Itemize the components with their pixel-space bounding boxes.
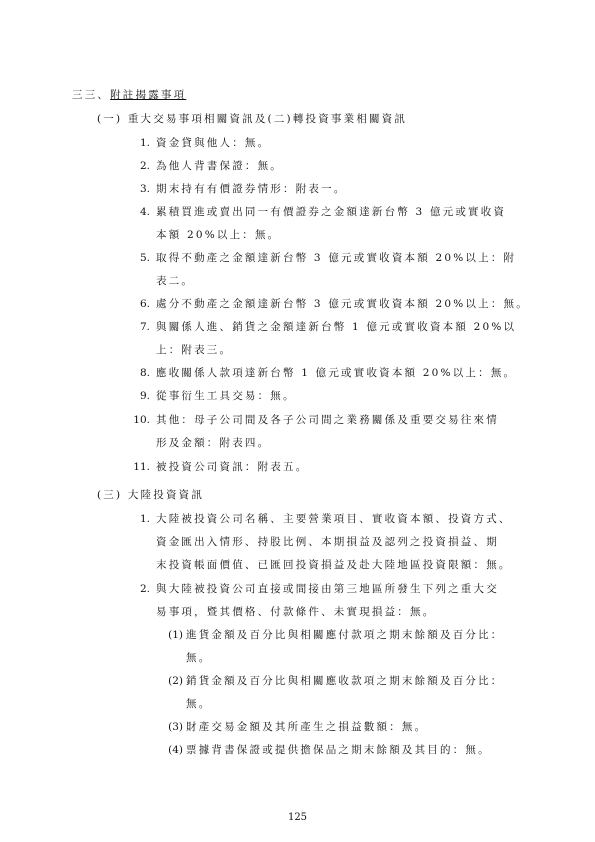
subsection-3-heading — [97, 488, 204, 502]
list-item-text-line: 其他：母子公司間及各子公司間之業務關係及重要交易往來情 — [156, 414, 499, 426]
list-item-text-line: 形及金額：附表四。 — [156, 437, 271, 449]
list-item-number: 1. — [139, 137, 150, 149]
list-item-text-line: 末投資帳面價值、已匯回投資損益及赴大陸地區投資限額：無。 — [156, 559, 512, 571]
list-item-number: 4. — [139, 206, 150, 218]
list-item-text-line: 為他人背書保證：無。 — [156, 160, 283, 172]
list-item-text-line: 取得不動產之金額達新台幣 3 億元或實收資本額 20%以上：附 — [156, 252, 517, 264]
subsection-3-marker: (三) — [97, 489, 123, 501]
list-item-number: (1) — [168, 629, 183, 641]
list-item-number: 11. — [133, 461, 150, 473]
list-item-text-line: 應收關係人款項達新台幣 1 億元或實收資本額 20%以上：無。 — [156, 367, 517, 379]
list-item-text-line: 資金匯出入情形、持股比例、本期損益及認列之投資損益、期 — [156, 536, 499, 548]
list-item-text-line: 被投資公司資訊：附表五。 — [156, 461, 309, 473]
list-item-text-line: 進貨金額及百分比與相關應付款項之期末餘額及百分比： — [186, 629, 504, 641]
list-item-number: 9. — [139, 390, 150, 402]
page-number: 125 — [287, 812, 308, 823]
list-item-number: 8. — [139, 367, 150, 379]
list-item-text-line: 本額 20%以上：無。 — [156, 229, 281, 241]
section-prefix: 三三、 — [72, 89, 111, 101]
list-item-number: 10. — [133, 414, 150, 426]
list-item-number: 6. — [139, 298, 150, 310]
subsection-1-title: 重大交易事項相關資訊及(二)轉投資事業相關資訊 — [127, 113, 408, 125]
list-item-number: (3) — [168, 721, 183, 733]
list-item-text-line: 易事項，暨其價格、付款條件、未實現損益：無。 — [156, 606, 436, 618]
section-heading — [72, 88, 186, 102]
list-item-number: 3. — [139, 183, 150, 195]
list-item-text-line: 從事衍生工具交易：無。 — [156, 390, 296, 402]
list-item-text-line: 上：附表三。 — [156, 344, 233, 356]
list-item-number: 5. — [139, 252, 150, 264]
list-item-text-line: 與關係人進、銷貨之金額達新台幣 1 億元或實收資本額 20%以 — [156, 321, 517, 333]
list-item-number: (4) — [168, 744, 183, 756]
list-item-text-line: 無。 — [186, 698, 212, 710]
list-item-text-line: 票據背書保證或提供擔保品之期末餘額及其目的：無。 — [186, 744, 491, 756]
subsection-1-heading — [97, 112, 407, 126]
list-item-number: 7. — [139, 321, 150, 333]
list-item-text-line: 累積買進或賣出同一有價證券之金額達新台幣 3 億元或實收資 — [156, 206, 507, 218]
list-item-text-line: 銷貨金額及百分比與相關應收款項之期末餘額及百分比： — [186, 675, 504, 687]
list-item-text-line: 期末持有有價證券情形：附表一。 — [156, 183, 347, 195]
subsection-1-marker: (一) — [97, 113, 123, 125]
list-item-number: 1. — [139, 513, 150, 525]
list-item-number: 2. — [139, 160, 150, 172]
subsection-3-title: 大陸投資資訊 — [127, 489, 205, 501]
list-item-text-line: 表二。 — [156, 275, 195, 287]
list-item-number: (2) — [168, 675, 183, 687]
list-item-text-line: 大陸被投資公司名稱、主要營業項目、實收資本額、投資方式、 — [156, 513, 512, 525]
list-item-text-line: 財產交易金額及其所產生之損益數額：無。 — [186, 721, 428, 733]
list-item-text-line: 資金貸與他人：無。 — [156, 137, 271, 149]
list-item-text-line: 無。 — [186, 652, 212, 664]
list-item-text-line: 與大陸被投資公司直接或間接由第三地區所發生下列之重大交 — [156, 583, 499, 595]
section-title: 附註揭露事項 — [110, 89, 187, 101]
list-item-text-line: 處分不動產之金額達新台幣 3 億元或實收資本額 20%以上：無。 — [156, 298, 529, 310]
list-item-number: 2. — [139, 583, 150, 595]
